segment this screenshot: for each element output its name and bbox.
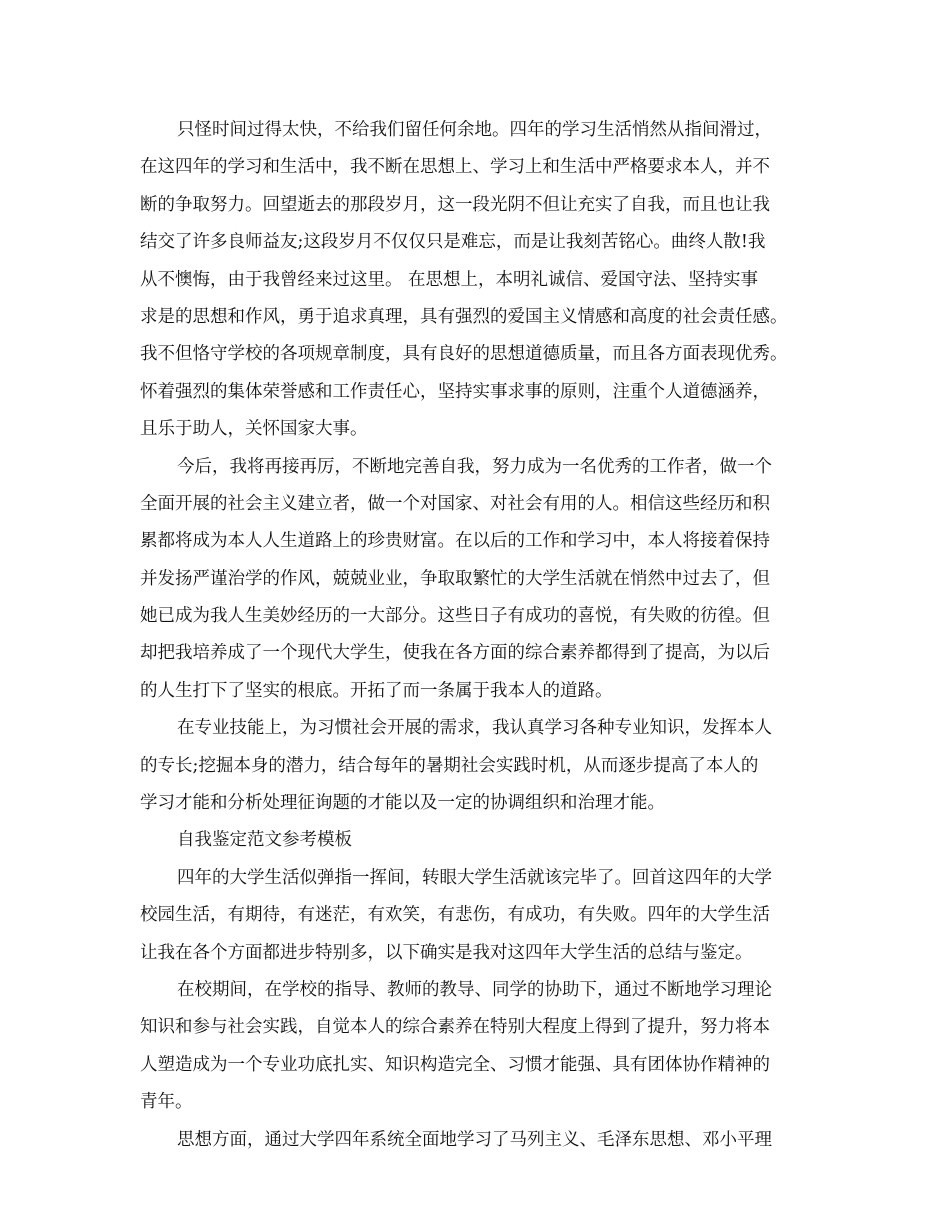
text-line: 并发扬严谨治学的作风，兢兢业业，争取取繁忙的大学生活就在悄然中过去了，但 [140,568,770,589]
text-line: 求是的思想和作风，勇于追求真理，具有强烈的爱国主义情感和高度的社会责任感。 [140,306,788,327]
text-line: 从不懊悔，由于我曾经来过这里。 在思想上，本明礼诚信、爱国守法、坚持实事 [140,269,759,290]
text-line: 累都将成为本人人生道路上的珍贵财富。在以后的工作和学习中，本人将接着保持 [140,531,770,552]
text-line: 学习才能和分析处理征询题的才能以及一定的协调组织和治理才能。 [140,793,665,814]
text-line: 怀着强烈的集体荣誉感和工作责任心，坚持实事求事的原则，注重个人道德涵养， [140,381,770,402]
text-line: 自我鉴定范文参考模板 [177,830,352,851]
text-line: 青年。 [140,1092,193,1113]
text-line: 人塑造成为一个专业功底扎实、知识构造完全、习惯才能强、具有团体协作精神的 [140,1054,770,1075]
text-line: 在这四年的学习和生活中，我不断在思想上、学习上和生活中严格要求本人，并不 [140,157,770,178]
text-line: 结交了许多良师益友;这段岁月不仅仅只是难忘，而是让我刻苦铭心。曲终人散!我 [140,232,766,253]
text-line: 我不但恪守学校的各项规章制度，具有良好的思想道德质量，而且各方面表现优秀。 [140,344,788,365]
text-line: 知识和参与社会实践，自觉本人的综合素养在特别大程度上得到了提升，努力将本 [140,1017,770,1038]
text-line: 且乐于助人，关怀国家大事。 [140,419,368,440]
text-line: 四年的大学生活似弹指一挥间，转眼大学生活就该完毕了。回首这四年的大学 [177,867,772,888]
text-line: 全面开展的社会主义建立者，做一个对国家、对社会有用的人。相信这些经历和积 [140,493,770,514]
text-line: 的人生打下了坚实的根底。开拓了而一条属于我本人的道路。 [140,680,613,701]
document-body [140,112,830,1159]
text-line: 却把我培养成了一个现代大学生，使我在各方面的综合素养都得到了提高，为以后 [140,643,770,664]
text-line: 今后，我将再接再厉，不断地完善自我，努力成为一名优秀的工作者，做一个 [177,456,772,477]
text-line: 校园生活，有期待，有迷茫，有欢笑，有悲伤，有成功，有失败。四年的大学生活 [140,905,770,926]
text-line: 只怪时间过得太快，不给我们留任何余地。四年的学习生活悄然从指间滑过， [177,120,772,140]
text-line: 在专业技能上，为习惯社会开展的需求，我认真学习各种专业知识，发挥本人 [177,718,772,739]
text-line: 的专长;挖掘本身的潜力，结合每年的暑期社会实践时机，从而逐步提高了本人的 [140,755,759,776]
text-line: 断的争取努力。回望逝去的那段岁月，这一段光阴不但让充实了自我，而且也让我 [140,194,770,215]
text-line: 思想方面，通过大学四年系统全面地学习了马列主义、毛泽东思想、邓小平理 [177,1129,772,1150]
text-line: 让我在各个方面都进步特别多，以下确实是我对这四年大学生活的总结与鉴定。 [140,942,753,963]
text-line: 她已成为我人生美妙经历的一大部分。这些日子有成功的喜悦，有失败的彷徨。但 [140,606,770,627]
text-line: 在校期间，在学校的指导、教师的教导、同学的协助下，通过不断地学习理论 [177,979,772,1000]
